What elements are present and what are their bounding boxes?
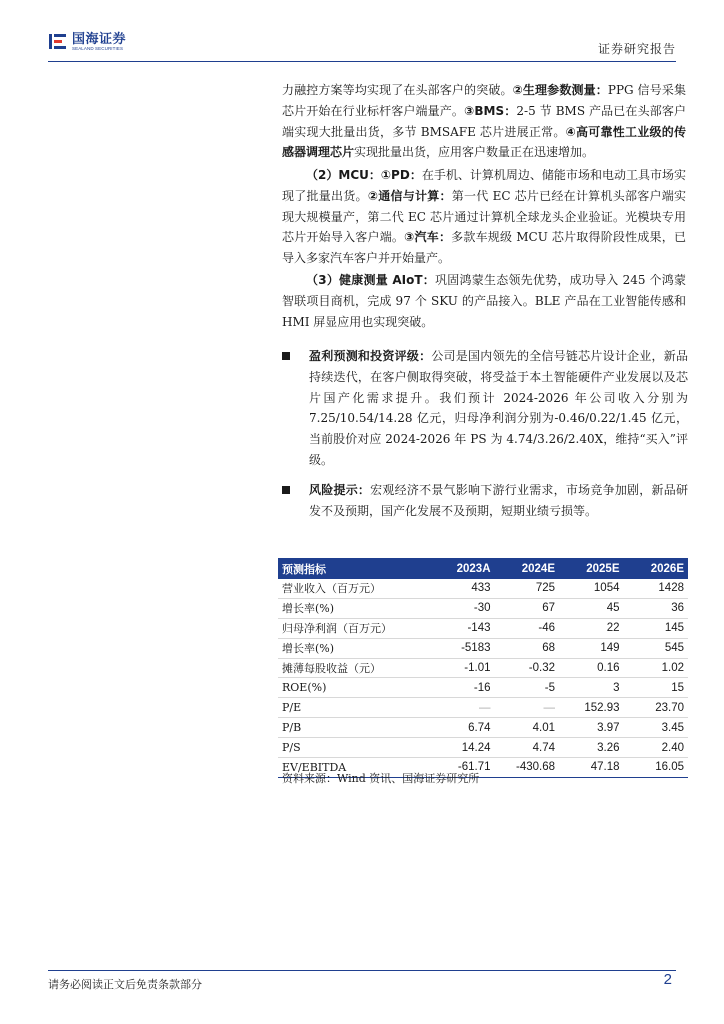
table-header [278, 558, 688, 579]
table-cell: -5 [544, 681, 555, 694]
row-label: 增长率(%) [282, 602, 335, 616]
forecast-table [278, 558, 688, 778]
company-logo [48, 30, 126, 54]
page-number: 2 [663, 971, 672, 988]
bullet-text: 公司是国内领先的全信号链芯片设计企业，新品持续迭代，在客户侧取得突破，将受益于本土智能硬件产业发展以及芯片国产化需求提升。我们预计 2024-2026 年公司收入分别为 7.25/10.54/14.28 亿元，归母净利润分别为-0.46/0.22/1.45 亿元，当前股价对应 2024-2026 年 PS 为 4.74/3.26/2.40X，维持“买入”评级。 [309, 349, 688, 467]
table-cell: 1.02 [661, 662, 684, 674]
table-row [278, 579, 688, 599]
table-cell: 68 [542, 642, 555, 655]
logo-mark-icon [48, 32, 68, 52]
row-label: P/E [282, 701, 302, 715]
row-label: ROE(%) [282, 681, 327, 695]
table-body [278, 579, 688, 778]
row-label: 归母净利润（百万元） [282, 622, 392, 636]
table-cell: 3.97 [597, 721, 620, 734]
table-cell: 16.05 [655, 761, 684, 774]
table-cell: -46 [538, 622, 555, 635]
table-cell: — [543, 701, 555, 714]
data-source: 资料来源：Wind 资讯、国海证券研究所 [282, 772, 480, 785]
table-cell: -1.01 [464, 662, 491, 674]
paragraph-analog-products: 力融控方案等均实现了在头部客户的突破。②生理参数测量：PPG 信号采集芯片开始在行业标杆客户端量产。③BMS：2-5 节 BMS 产品已在头部客户端实现大批量出货，多节 BMSAFE 芯片进展正常。④高可靠性工业级的传感器调理芯片实现批量出货，应用客户数量正在迅速增加。 [282, 83, 686, 160]
table-cell: 2.40 [661, 741, 684, 754]
table-cell: — [479, 701, 491, 714]
table-cell: 145 [664, 622, 684, 635]
table-row [278, 619, 688, 639]
row-label: EV/EBITDA [282, 760, 347, 774]
table-cell: 45 [606, 602, 620, 615]
table-row [278, 698, 688, 718]
page-header [48, 30, 676, 62]
bullet-title: 风险提示： [309, 483, 371, 497]
row-label: 营业收入（百万元） [282, 582, 381, 596]
logo-english-name: SEALAND SECURITIES [72, 45, 124, 51]
table-cell: 3.26 [597, 741, 620, 754]
paragraph-mcu: （2）MCU：①PD：在手机、计算机周边、储能市场和电动工具市场实现了批量出货。②通信与计算：第一代 EC 芯片已经在计算机头部客户端实现大规模量产，第二代 EC 芯片通过计算机全球龙头企业验证。光模块专用芯片开始导入客户端。③汽车：多款车规级 MCU 芯片取得阶段性成果，已导入多家汽车客户并开始量产。 [282, 168, 687, 266]
bullet-text: 宏观经济不景气影响下游行业需求，市场竞争加剧，新品研发不及预期，国产化发展不及预期，短期业绩亏损等。 [309, 483, 688, 518]
table-cell: 3.45 [661, 721, 684, 734]
table-cell: 1428 [658, 582, 684, 595]
table-cell: -5183 [461, 642, 491, 655]
bullet-rating [282, 346, 688, 471]
paragraph-health-aiot: （3）健康测量 AIoT：巩固鸿蒙生态领先优势，成功导入 245 个鸿蒙智联项目商机，完成 97 个 SKU 的产品接入。BLE 产品在工业智能传感和 HMI 屏显应用也实现突破。 [282, 273, 686, 329]
table-cell: 4.01 [532, 721, 555, 734]
table-row [278, 738, 688, 758]
row-label: P/S [282, 741, 301, 755]
table-cell: 6.74 [468, 721, 491, 734]
table-cell: 152.93 [584, 701, 620, 714]
table-cell: 22 [606, 622, 620, 635]
table-cell: 725 [535, 582, 555, 595]
table-cell: 23.70 [655, 701, 684, 714]
table-cell: 36 [671, 602, 684, 615]
table-cell: 67 [542, 602, 555, 615]
header-cell: 2026E [650, 562, 684, 575]
header-cell: 2024E [521, 562, 555, 575]
bullet-risk [282, 480, 688, 522]
bullet-square-icon [282, 486, 290, 494]
table-cell: -0.32 [528, 662, 555, 674]
table-cell: 433 [471, 582, 491, 595]
table-cell: 545 [664, 642, 684, 655]
table-cell: 14.24 [461, 741, 491, 754]
table-row [278, 659, 688, 679]
header-cell: 2025E [586, 562, 620, 575]
header-divider [48, 61, 676, 62]
footer-divider [48, 970, 676, 971]
footer-disclaimer: 请务必阅读正文后免责条款部分 [48, 978, 202, 991]
table-row [278, 678, 688, 698]
table-cell: 15 [671, 681, 684, 694]
table-cell: 4.74 [532, 741, 555, 754]
row-label: 增长率(%) [282, 642, 335, 656]
document-type: 证券研究报告 [597, 42, 676, 56]
table-cell: 1054 [593, 582, 620, 595]
table-cell: -143 [467, 622, 491, 635]
bullet-square-icon [282, 352, 290, 360]
table-cell: -430.68 [515, 761, 555, 774]
table-cell: 149 [600, 642, 620, 655]
table-row [278, 599, 688, 619]
table-cell: -30 [473, 602, 491, 615]
logo-chinese-name: 国海证券 [72, 31, 127, 47]
row-label: P/B [282, 721, 302, 735]
table-cell: 47.18 [590, 761, 620, 774]
table-cell: -61.71 [457, 761, 491, 774]
table-cell: 3 [613, 681, 620, 694]
header-cell: 2023A [456, 562, 491, 575]
header-cell: 预测指标 [282, 562, 326, 576]
row-label: 摊薄每股收益（元） [282, 662, 381, 675]
table-cell: -16 [473, 681, 491, 694]
table-row [278, 639, 688, 659]
table-cell: 0.16 [597, 662, 620, 674]
bullet-title: 盈利预测和投资评级： [309, 349, 432, 363]
table-row [278, 718, 688, 738]
